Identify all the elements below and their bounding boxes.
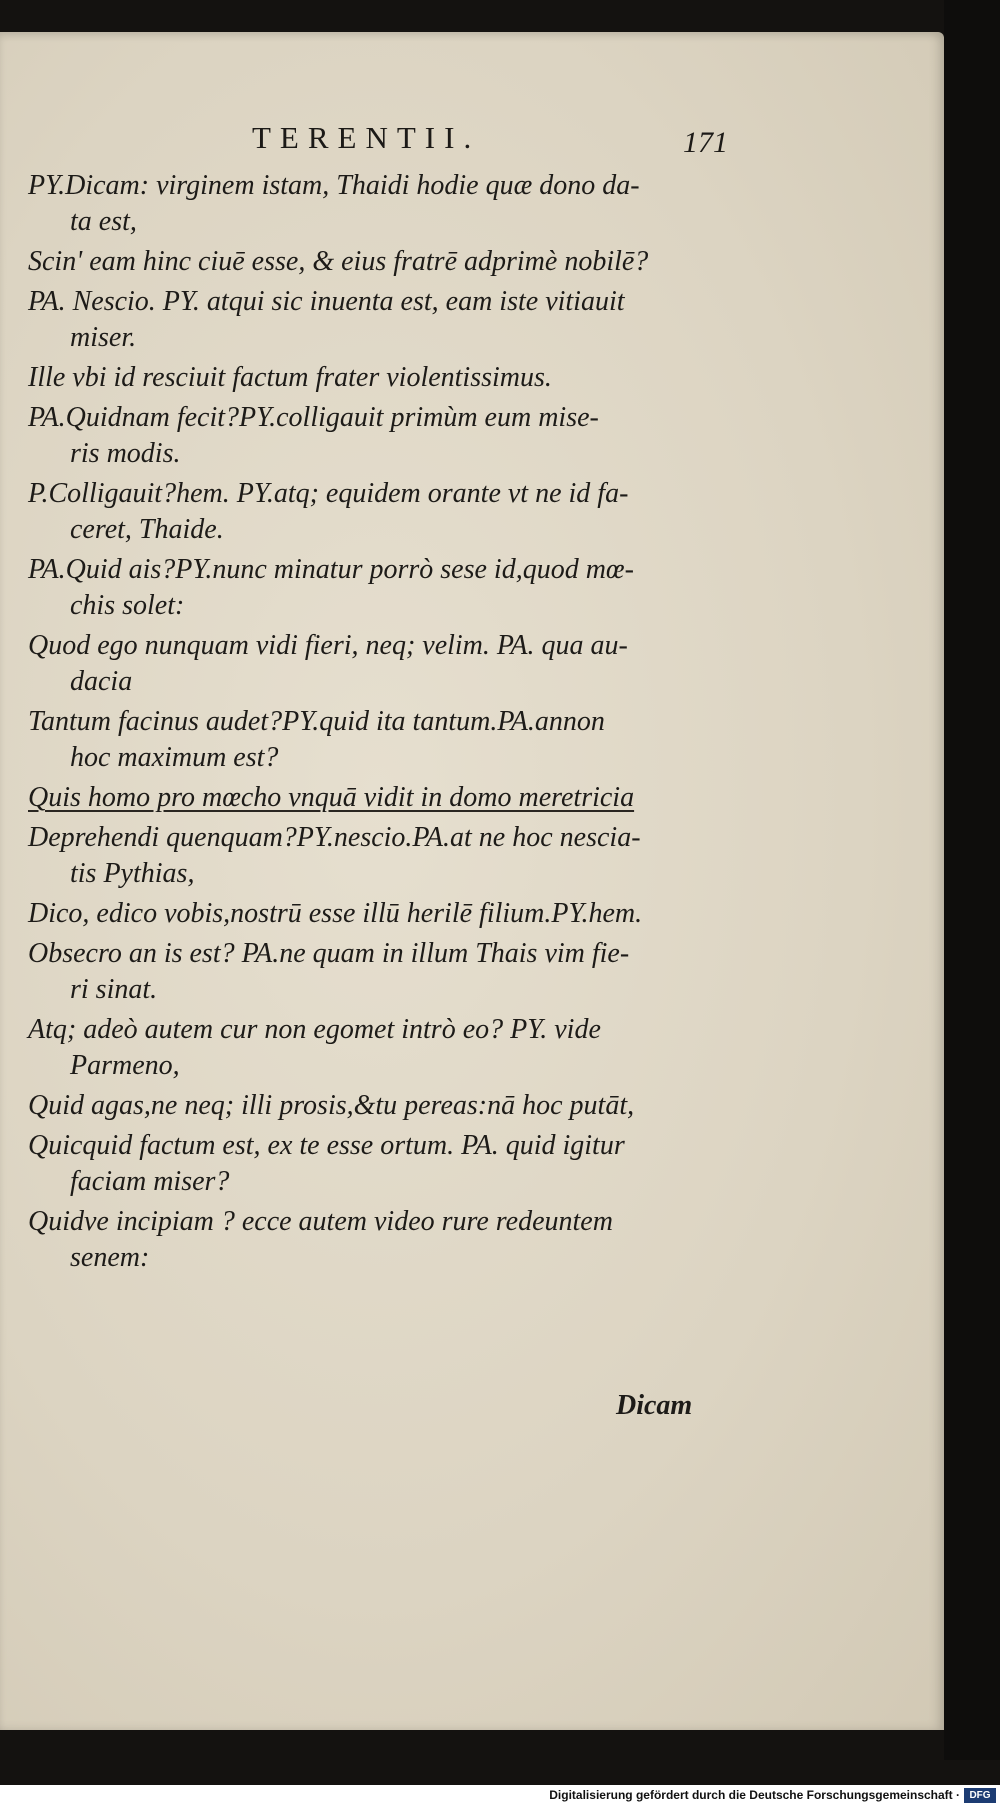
verse-line: Quidve incipiam ? ecce autem video rure redeuntem senem:: [28, 1206, 613, 1273]
verse-line: Obsecro an is est? PA.ne quam in illum Thais vim fie- ri sinat.: [28, 938, 630, 1005]
verse-line: Ille vbi id resciuit factum frater violentissimus.: [28, 362, 552, 393]
funding-credit: Digitalisierung gefördert durch die Deutsche Forschungsgemeinschaft ·: [549, 1788, 960, 1802]
verse-line: Quicquid factum est, ex te esse ortum. PA. quid igitur faciam miser?: [28, 1130, 625, 1197]
verse-line: PA. Nescio. PY. atqui sic inuenta est, eam iste vitiauit miser.: [28, 286, 625, 353]
verse-line: PY.Dicam: virginem istam, Thaidi hodie quæ dono da- ta est,: [28, 170, 640, 237]
verse-line: Atq; adeò autem cur non egomet intrò eo? PY. vide Parmeno,: [28, 1014, 601, 1081]
verse-line: PA.Quid ais?PY.nunc minatur porrò sese id,quod mœ- chis solet:: [28, 554, 634, 621]
verse-line: Deprehendi quenquam?PY.nescio.PA.at ne hoc nescia- tis Pythias,: [28, 822, 641, 889]
catchword: Dicam: [616, 1390, 693, 1421]
verse-line: PA.Quidnam fecit?PY.colligauit primùm eum mise- ris modis.: [28, 402, 599, 469]
verse-line: Scin' eam hinc ciuē esse, & eius fratrē adprimè nobilē?: [28, 246, 649, 277]
scan-background: [944, 0, 1000, 1760]
digitization-footer: [0, 1785, 1000, 1807]
page-header: [0, 120, 1000, 160]
verse-line: P.Colligauit?hem. PY.atq; equidem orante vt ne id fa- ceret, Thaide.: [28, 478, 629, 545]
page-number: 171: [683, 126, 728, 159]
verse-text: [28, 168, 728, 1280]
dfg-logo: DFG: [964, 1788, 996, 1803]
verse-line: Quis homo pro mœcho vnquā vidit in domo meretricia: [28, 782, 635, 813]
verse-line: Dico, edico vobis,nostrū esse illū herilē filium.PY.hem.: [28, 898, 643, 929]
running-head: TERENTII.: [252, 120, 481, 155]
verse-line: Quod ego nunquam vidi fieri, neq; velim. PA. qua au- dacia: [28, 630, 628, 697]
verse-line: Tantum facinus audet?PY.quid ita tantum.PA.annon hoc maximum est?: [28, 706, 605, 773]
verse-line: Quid agas,ne neq; illi prosis,&tu pereas:nā hoc putāt,: [28, 1090, 635, 1121]
